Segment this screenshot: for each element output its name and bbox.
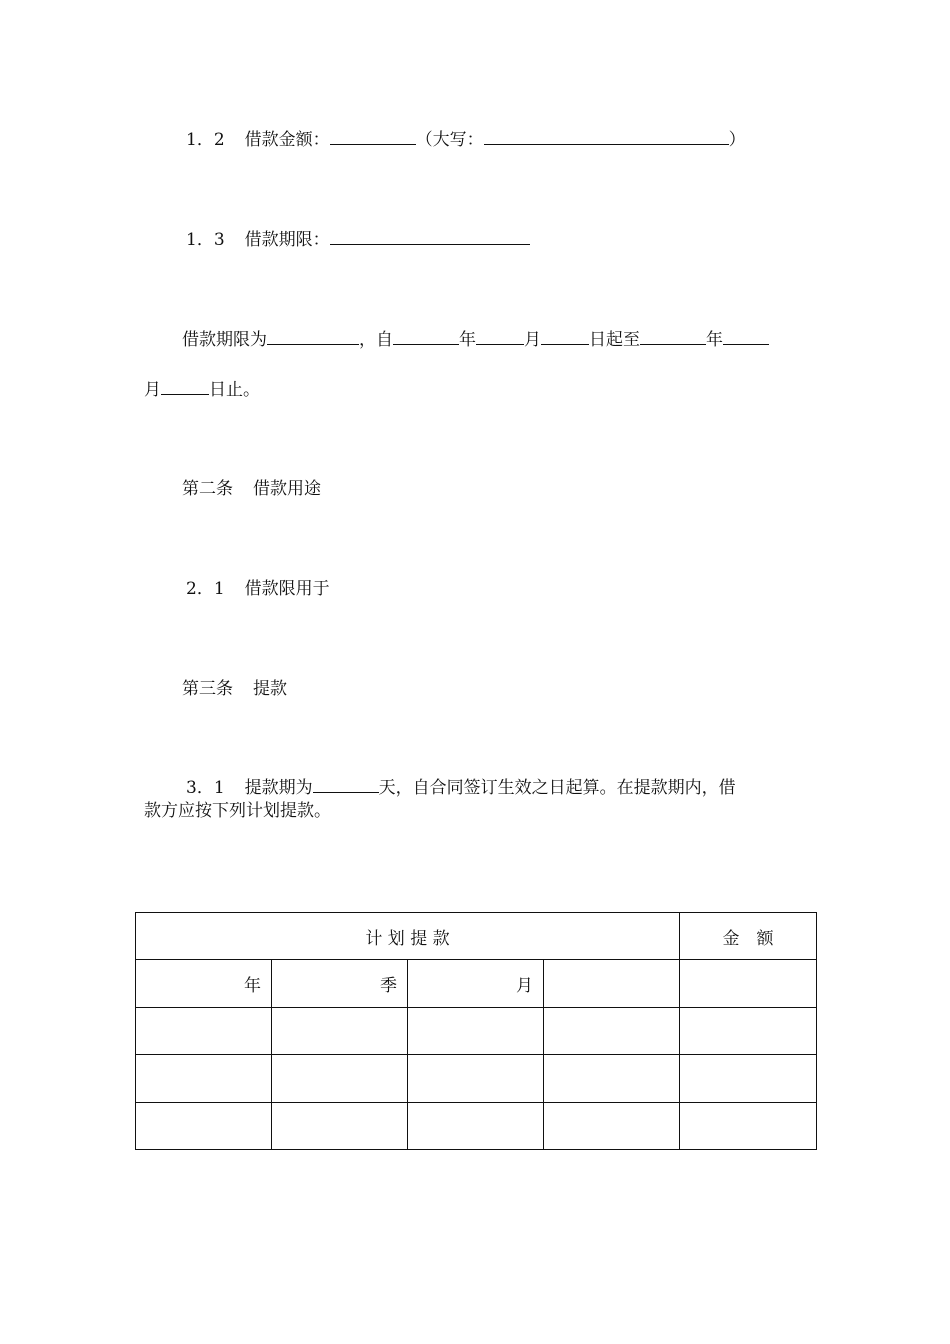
amount-header-cell: 金 额 — [680, 913, 817, 960]
term-text-1: 借款期限为 — [182, 330, 267, 350]
table-row — [136, 1055, 817, 1102]
plan-header-cell: 计 划 提 款 — [136, 913, 680, 960]
loan-term-sentence — [182, 329, 769, 351]
clause-number: 3．1 — [186, 778, 225, 798]
table-cell[interactable] — [136, 1007, 272, 1054]
table-cell[interactable] — [272, 1007, 408, 1054]
table-cell[interactable] — [680, 1102, 817, 1149]
term-text-4: 月 — [524, 330, 541, 350]
withdrawal-plan-table — [135, 912, 817, 1150]
table-cell[interactable] — [408, 1102, 544, 1149]
table-subheader-row — [136, 960, 817, 1007]
article-title: 第二条 — [182, 479, 233, 499]
table-cell[interactable] — [680, 1007, 817, 1054]
table-cell[interactable] — [544, 1102, 680, 1149]
article-name: 提款 — [253, 679, 287, 699]
draw-period-field[interactable] — [313, 778, 379, 793]
loan-term-field[interactable] — [330, 230, 530, 245]
clause-text: 借款限用于 — [244, 579, 330, 599]
loan-term-sentence-cont — [144, 379, 260, 401]
table-row — [136, 1007, 817, 1054]
term-text-2: ，自 — [359, 330, 393, 350]
clause-1-2 — [186, 129, 746, 151]
table-cell[interactable] — [136, 1102, 272, 1149]
amount-uppercase-label: （大写： — [415, 130, 484, 150]
clause-number: 1．3 — [186, 230, 225, 250]
clause-number: 2．1 — [186, 579, 225, 599]
start-year-field[interactable] — [393, 330, 459, 345]
table-cell[interactable] — [544, 1007, 680, 1054]
clause-1-3 — [186, 229, 530, 251]
term-text-5: 日起至 — [589, 330, 640, 350]
loan-amount-label: 借款金额： — [244, 130, 330, 150]
close-paren: ） — [728, 130, 746, 150]
term-duration-field[interactable] — [267, 330, 359, 345]
term-text-6: 年 — [706, 330, 723, 350]
clause-text-2: 天，自合同签订生效之日起算。在提款期内，借 — [378, 778, 736, 798]
start-day-field[interactable] — [541, 330, 589, 345]
clause-text-3: 款方应按下列计划提款。 — [144, 801, 331, 821]
article-title: 第三条 — [182, 679, 233, 699]
loan-term-label: 借款期限： — [244, 230, 330, 250]
blank-amount-header-cell — [680, 960, 817, 1007]
start-month-field[interactable] — [476, 330, 524, 345]
end-year-field[interactable] — [640, 330, 706, 345]
table-cell[interactable] — [680, 1055, 817, 1102]
table-header-row — [136, 913, 817, 960]
loan-amount-field[interactable] — [330, 130, 416, 145]
clause-text-1: 提款期为 — [244, 778, 313, 798]
table-cell[interactable] — [544, 1055, 680, 1102]
clause-3-1-cont — [144, 800, 331, 822]
clause-2-1 — [186, 578, 330, 600]
blank-header-cell — [544, 960, 680, 1007]
term-text-8: 日止。 — [209, 380, 260, 400]
table-cell[interactable] — [272, 1102, 408, 1149]
clause-3-1 — [186, 777, 736, 799]
article-name: 借款用途 — [253, 479, 321, 499]
table-cell[interactable] — [408, 1007, 544, 1054]
month-header-cell: 月 — [408, 960, 544, 1007]
amount-uppercase-field[interactable] — [484, 130, 729, 145]
clause-number: 1．2 — [186, 130, 225, 150]
table-cell[interactable] — [408, 1055, 544, 1102]
end-month-field-a[interactable] — [723, 330, 769, 345]
season-header-cell: 季 — [272, 960, 408, 1007]
table-row — [136, 1102, 817, 1149]
article-3-heading — [182, 678, 287, 700]
term-text-7: 月 — [144, 380, 161, 400]
table-cell[interactable] — [136, 1055, 272, 1102]
table-cell[interactable] — [272, 1055, 408, 1102]
year-header-cell: 年 — [136, 960, 272, 1007]
term-text-3: 年 — [459, 330, 476, 350]
end-day-field[interactable] — [161, 380, 209, 395]
article-2-heading — [182, 478, 321, 500]
